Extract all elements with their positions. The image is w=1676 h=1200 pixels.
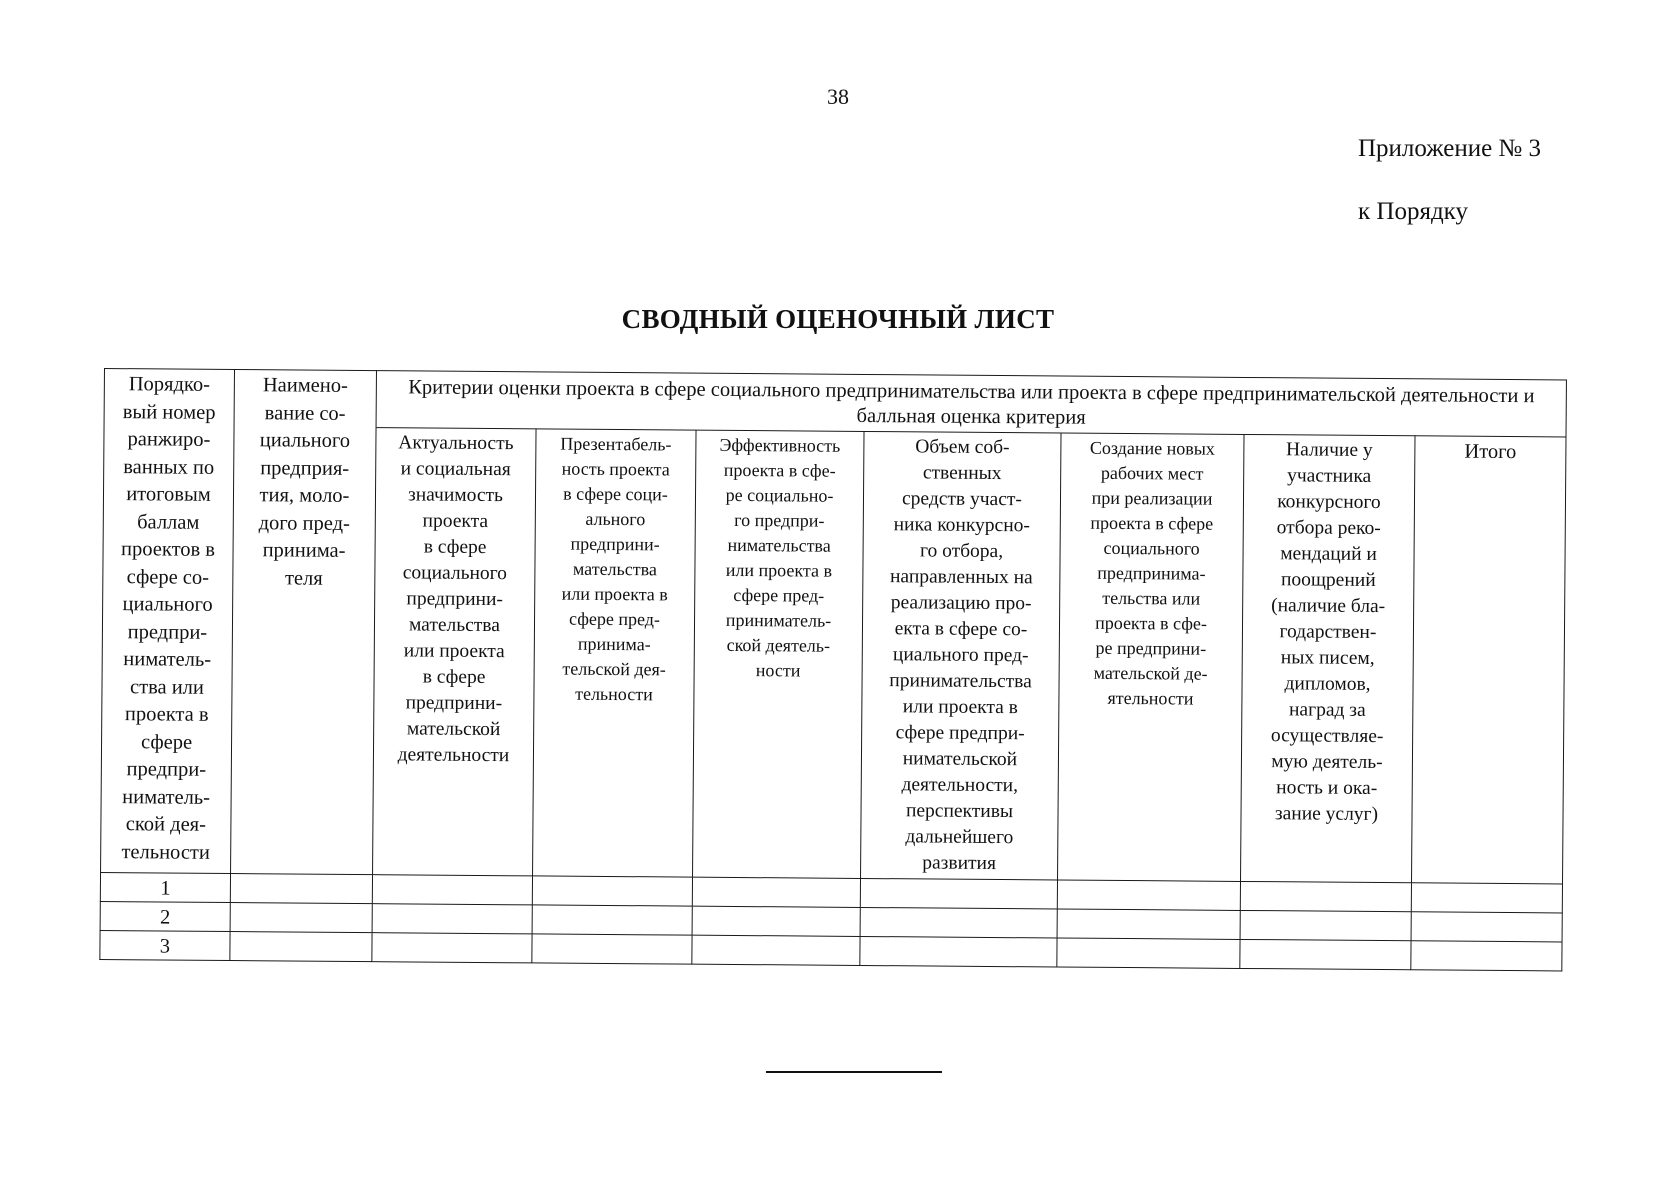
row-number: 1 (100, 872, 230, 902)
table-cell (1411, 941, 1562, 971)
table-cell (532, 934, 692, 964)
document-title: СВОДНЫЙ ОЦЕНОЧНЫЙ ЛИСТ (621, 304, 1055, 334)
table-cell (372, 904, 532, 934)
table-cell (1240, 910, 1411, 940)
header-criterion-presentability: Презентабель- ность проекта в сфере соци- ального предприни- мательства или проекта в сфере пред- принима- тельской дея- тельности (533, 429, 697, 877)
closing-rule (766, 1071, 942, 1073)
table-cell (532, 876, 692, 906)
table-header-row (104, 369, 1566, 437)
header-criterion-relevance: Актуальность и социальная значимость проекта в сфере социального предприни- мательства или проекта в сфере предприни- мательской деятельности (373, 428, 537, 876)
row-number: 3 (100, 930, 230, 960)
table-cell (860, 907, 1057, 938)
appendix-label: Приложение № 3 (1358, 135, 1542, 162)
table-cell (372, 933, 532, 963)
header-total: Итого (1411, 436, 1566, 884)
header-criterion-recommendations: Наличие у участника конкурсного отбора реко- мендаций и поощрений (наличие бла- годарствен- ных писем, дипломов, наград за осуществляе- мую деятель- ность и ока- зание услуг) (1241, 434, 1416, 882)
header-criterion-own-funds: Объем соб- ственных средств участ- ника конкурсно- го отбора, направленных на реализацию про- екта в сфере со- циального пред- принимательства или проекта в сфере предпри- нимательской деятельности, перспективы дальнейшего развития (861, 431, 1062, 880)
header-rank-number: Порядко- вый номер ранжиро- ванных по итоговым баллам проектов в сфере со- циального предпри- ниматель- ства или проекта в сфере предпри- ниматель- ской дея- тельности (101, 369, 235, 874)
table-cell (1240, 881, 1411, 911)
appendix-reference: к Порядку (1358, 198, 1468, 225)
table-cell (372, 875, 532, 905)
table-cell (692, 935, 860, 965)
header-criterion-new-jobs: Создание новых рабочих мест при реализации проекта в сфере социального предпринима- тельства или проекта в сфе- ре предприни- мательской де- ятельности (1058, 433, 1245, 881)
table-cell (1411, 883, 1562, 913)
table-cell (692, 906, 860, 936)
table-cell (692, 877, 860, 907)
table-cell (1057, 880, 1240, 910)
summary-evaluation-table (99, 368, 1567, 971)
header-criteria-group: Критерии оценки проекта в сфере социального предпринимательства или проекта в сфере предпринимательской деятельности и балльная оценка критерия (376, 371, 1566, 437)
table-cell (1057, 909, 1240, 939)
table-cell (230, 903, 372, 933)
header-criterion-effectiveness: Эффективность проекта в сфе- ре социально- го предпри- нимательства или проекта в сфере пред- приниматель- ской деятель- ности (693, 430, 865, 878)
table-cell (230, 932, 372, 962)
table-cell (1411, 912, 1562, 942)
table-cell (860, 936, 1057, 967)
table-cell (1240, 939, 1411, 969)
table-cell (1057, 938, 1240, 968)
row-number: 2 (100, 901, 230, 931)
table-cell (860, 878, 1057, 909)
page-number: 38 (827, 84, 849, 109)
table-cell (230, 874, 372, 904)
table-cell (532, 905, 692, 935)
header-enterprise-name: Наимено- вание со- циального предприя- тия, моло- дого пред- принима- теля (231, 370, 377, 875)
